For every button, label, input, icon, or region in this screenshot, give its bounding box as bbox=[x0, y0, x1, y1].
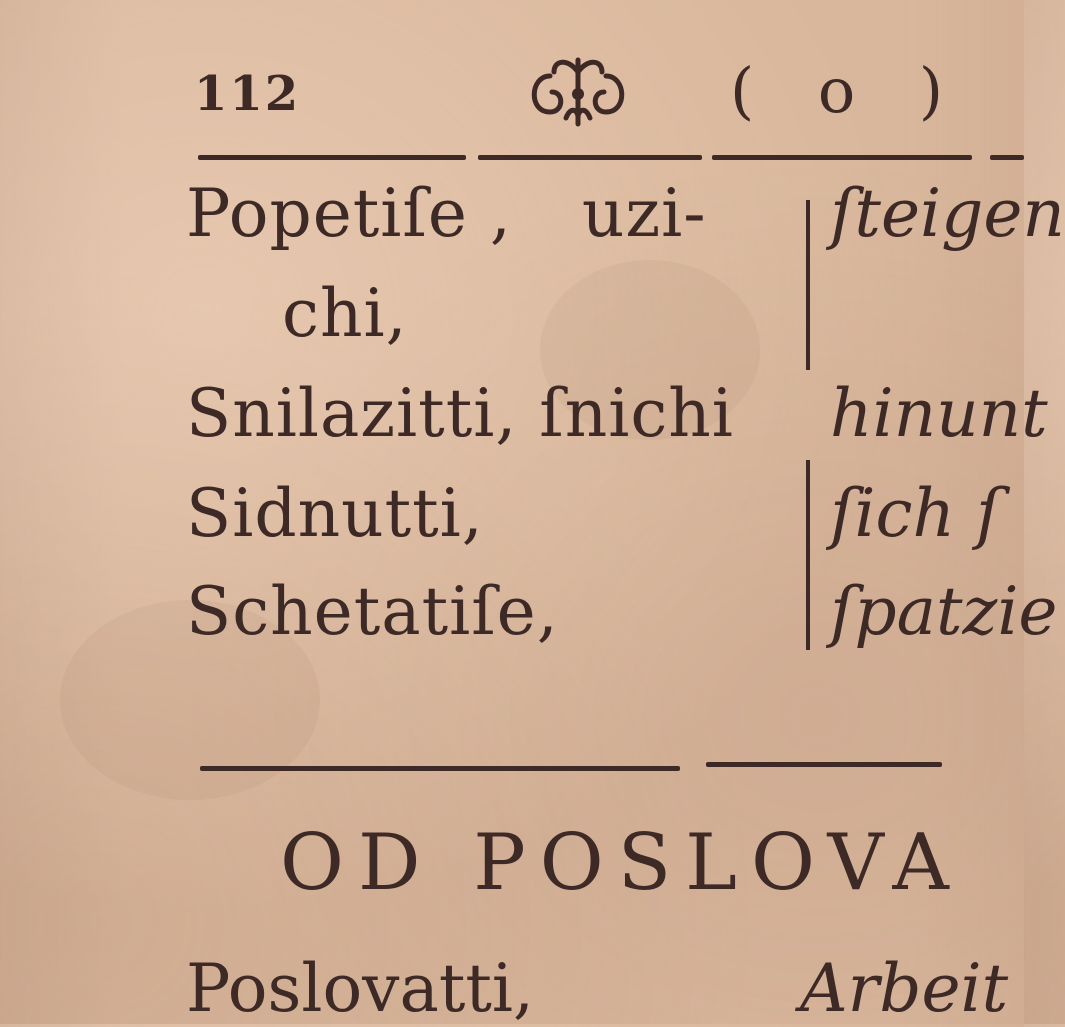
section-rule bbox=[706, 762, 942, 767]
column-divider bbox=[806, 460, 810, 650]
gloss-entry: Arbeit bbox=[800, 950, 1009, 1027]
section-heading: OD POSLOVA bbox=[280, 818, 963, 908]
entry-word: Popetiſe , bbox=[186, 175, 512, 252]
column-divider bbox=[806, 200, 810, 370]
bracket-mark: ( o ) bbox=[730, 54, 966, 127]
entry-continuation: uzi- bbox=[581, 175, 707, 252]
header-rule bbox=[990, 155, 1024, 160]
vocabulary-entry: Snilazitti, ſnichi bbox=[186, 375, 734, 452]
entry-wrap-line: chi, bbox=[282, 275, 408, 352]
section-rule bbox=[200, 766, 680, 771]
header-rule bbox=[712, 155, 972, 160]
fleuron-icon bbox=[520, 52, 636, 132]
running-head bbox=[190, 52, 1024, 142]
vocabulary-entry: Schetatiſe, bbox=[186, 573, 559, 650]
page-number: 112 bbox=[194, 66, 301, 122]
vocabulary-row bbox=[186, 950, 1024, 1027]
vocabulary-entry: Poslovatti, bbox=[186, 950, 534, 1027]
vocabulary-entry: Sidnutti, bbox=[186, 475, 484, 552]
header-rule bbox=[198, 155, 466, 160]
gloss-entry: ſich ſ bbox=[830, 475, 1001, 552]
gloss-entry: hinunt bbox=[830, 375, 1048, 452]
vocabulary-column-right bbox=[830, 175, 1065, 695]
vocabulary-entry bbox=[186, 175, 707, 252]
gloss-entry: ſteigen bbox=[830, 175, 1065, 252]
header-rule bbox=[478, 155, 702, 160]
gloss-entry: ſpatzie bbox=[830, 573, 1058, 650]
